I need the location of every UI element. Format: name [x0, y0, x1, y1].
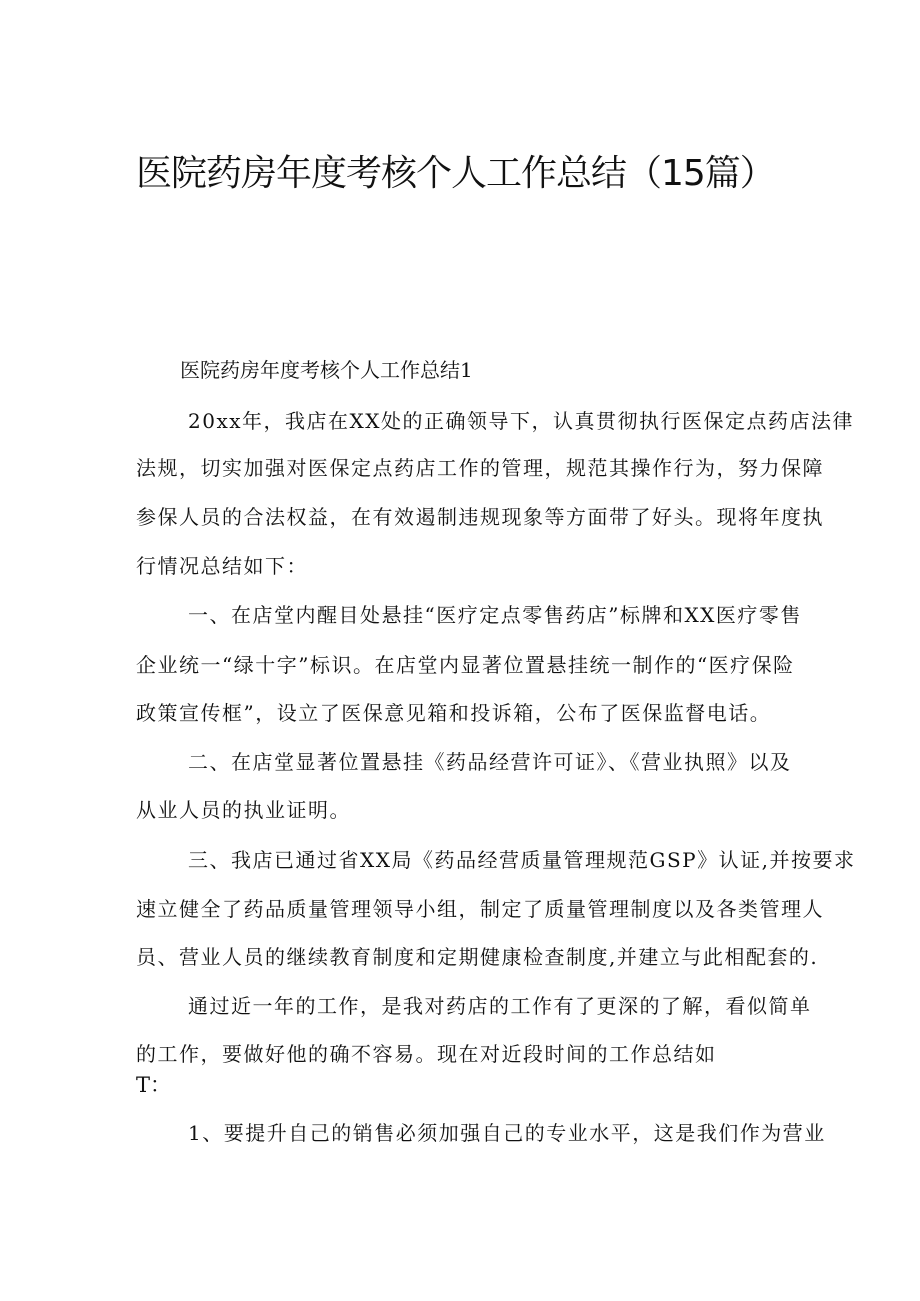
- paragraph-line: 通过近一年的工作，是我对药店的工作有了更深的了解，看似简单: [188, 994, 812, 1018]
- paragraph-line: 企业统一“绿十字”标识。在店堂内显著位置悬挂统一制作的“医疗保险: [136, 653, 795, 677]
- paragraph-line: 20xx年，我店在XX处的正确领导下，认真贯彻执行医保定点药店法律: [188, 409, 854, 433]
- section-heading: 医院药房年度考核个人工作总结1: [180, 358, 473, 382]
- paragraph-line: 从业人员的执业证明。: [136, 798, 351, 822]
- paragraph-line: 法规，切实加强对医保定点药店工作的管理，规范其操作行为，努力保障: [136, 456, 824, 480]
- paragraph-line: 三、我店已通过省XX局《药品经营质量管理规范GSP》认证,并按要求: [188, 848, 856, 872]
- paragraph-line: 速立健全了药品质量管理领导小组，制定了质量管理制度以及各类管理人: [136, 897, 824, 921]
- paragraph-line: 参保人员的合法权益，在有效遏制违规现象等方面带了好头。现将年度执: [136, 505, 824, 529]
- paragraph-line: T：: [136, 1073, 172, 1097]
- paragraph-line: 政策宣传框”，设立了医保意见箱和投诉箱，公布了医保监督电话。: [136, 701, 772, 725]
- paragraph-line: 一、在店堂内醒目处悬挂“医疗定点零售药店”标牌和XX医疗零售: [188, 603, 802, 627]
- paragraph-line: 1、要提升自己的销售必须加强自己的专业水平，这是我们作为营业: [188, 1121, 826, 1145]
- paragraph-line: 的工作，要做好他的确不容易。现在对近段时间的工作总结如: [136, 1042, 717, 1066]
- paragraph-line: 二、在店堂显著位置悬挂《药品经营许可证》、《营业执照》以及: [188, 750, 792, 774]
- page-title: 医院药房年度考核个人工作总结（15篇）: [136, 153, 775, 194]
- paragraph-line: 员、营业人员的继续教育制度和定期健康检查制度,并建立与此相配套的.: [136, 945, 819, 969]
- paragraph-line: 行情况总结如下：: [136, 554, 308, 578]
